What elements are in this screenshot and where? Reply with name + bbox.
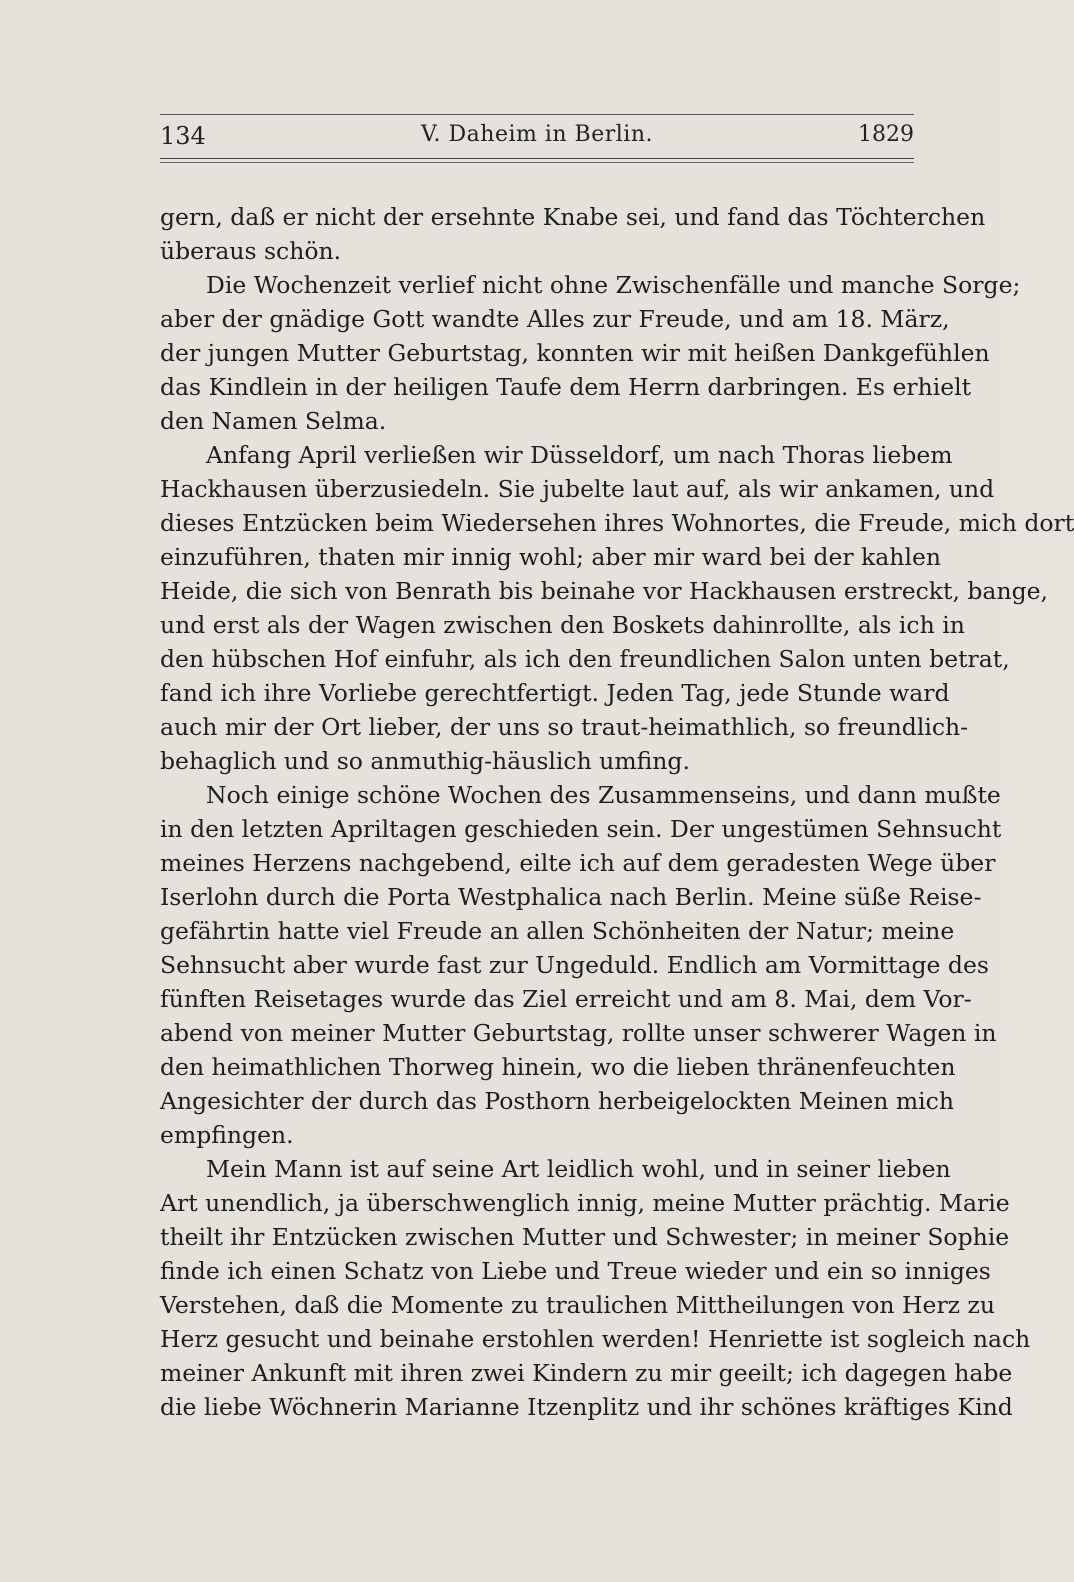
text-line: Sehnsucht aber wurde fast zur Ungeduld. Endlich am Vormittage des	[160, 951, 989, 979]
text-line: Heide, die sich von Benrath bis beinahe vor Hackhausen erstreckt, bange,	[160, 577, 1048, 605]
year-marker: 1829	[858, 122, 914, 147]
text-line: Verstehen, daß die Momente zu traulichen Mittheilungen von Herz zu	[160, 1291, 996, 1319]
header-rule-bottom	[160, 158, 914, 159]
text-line: Angesichter der durch das Posthorn herbeigelockten Meinen mich	[160, 1087, 954, 1115]
running-header	[160, 122, 914, 154]
text-line: aber der gnädige Gott wandte Alles zur Freude, und am 18. März,	[160, 305, 950, 333]
text-line: Iserlohn durch die Porta Westphalica nach Berlin. Meine süße Reise-	[160, 883, 982, 911]
text-line: Herz gesucht und beinahe erstohlen werden! Henriette ist sogleich nach	[160, 1325, 1031, 1353]
text-line: meines Herzens nachgebend, eilte ich auf dem geradesten Wege über	[160, 849, 996, 877]
text-line: fand ich ihre Vorliebe gerechtfertigt. Jeden Tag, jede Stunde ward	[160, 679, 950, 707]
text-line: fünften Reisetages wurde das Ziel erreicht und am 8. Mai, dem Vor-	[160, 985, 972, 1013]
text-line: empfingen.	[160, 1121, 294, 1149]
text-line: Art unendlich, ja überschwenglich innig, meine Mutter prächtig. Marie	[160, 1189, 1010, 1217]
text-line: Mein Mann ist auf seine Art leidlich wohl, und in seiner lieben	[206, 1155, 951, 1183]
text-line: dieses Entzücken beim Wiedersehen ihres Wohnortes, die Freude, mich dort	[160, 509, 1074, 537]
text-line: der jungen Mutter Geburtstag, konnten wir mit heißen Dankgefühlen	[160, 339, 990, 367]
text-line: überaus schön.	[160, 237, 342, 265]
text-line: die liebe Wöchnerin Marianne Itzenplitz und ihr schönes kräftiges Kind	[160, 1393, 1013, 1421]
page-number: 134	[160, 122, 206, 150]
header-rule-top	[160, 114, 914, 115]
text-line: Noch einige schöne Wochen des Zusammenseins, und dann mußte	[206, 781, 1001, 809]
text-line: finde ich einen Schatz von Liebe und Treue wieder und ein so inniges	[160, 1257, 991, 1285]
text-line: Hackhausen überzusiedeln. Sie jubelte laut auf, als wir ankamen, und	[160, 475, 995, 503]
text-line: den hübschen Hof einfuhr, als ich den freundlichen Salon unten betrat,	[160, 645, 1010, 673]
text-line: meiner Ankunft mit ihren zwei Kindern zu mir geeilt; ich dagegen habe	[160, 1359, 1013, 1387]
text-line: in den letzten Apriltagen geschieden sein. Der ungestümen Sehnsucht	[160, 815, 1002, 843]
header-rule-bottom-thin	[160, 162, 914, 163]
text-line: gefährtin hatte viel Freude an allen Schönheiten der Natur; meine	[160, 917, 955, 945]
text-line: theilt ihr Entzücken zwischen Mutter und Schwester; in meiner Sophie	[160, 1223, 1010, 1251]
text-line: gern, daß er nicht der ersehnte Knabe sei, und fand das Töchterchen	[160, 203, 986, 231]
text-line: den heimathlichen Thorweg hinein, wo die lieben thränenfeuchten	[160, 1053, 956, 1081]
running-title: V. Daheim in Berlin.	[421, 122, 653, 147]
text-line: den Namen Selma.	[160, 407, 387, 435]
text-line: Anfang April verließen wir Düsseldorf, um nach Thoras liebem	[206, 441, 953, 469]
text-line: Die Wochenzeit verlief nicht ohne Zwischenfälle und manche Sorge;	[206, 271, 1021, 299]
text-line: das Kindlein in der heiligen Taufe dem Herrn darbringen. Es erhielt	[160, 373, 972, 401]
body-text	[160, 200, 1074, 1424]
text-line: behaglich und so anmuthig-häuslich umfing.	[160, 747, 690, 775]
text-line: einzuführen, thaten mir innig wohl; aber mir ward bei der kahlen	[160, 543, 941, 571]
text-line: abend von meiner Mutter Geburtstag, rollte unser schwerer Wagen in	[160, 1019, 997, 1047]
text-line: und erst als der Wagen zwischen den Boskets dahinrollte, als ich in	[160, 611, 965, 639]
text-line: auch mir der Ort lieber, der uns so traut-heimathlich, so freundlich-	[160, 713, 969, 741]
